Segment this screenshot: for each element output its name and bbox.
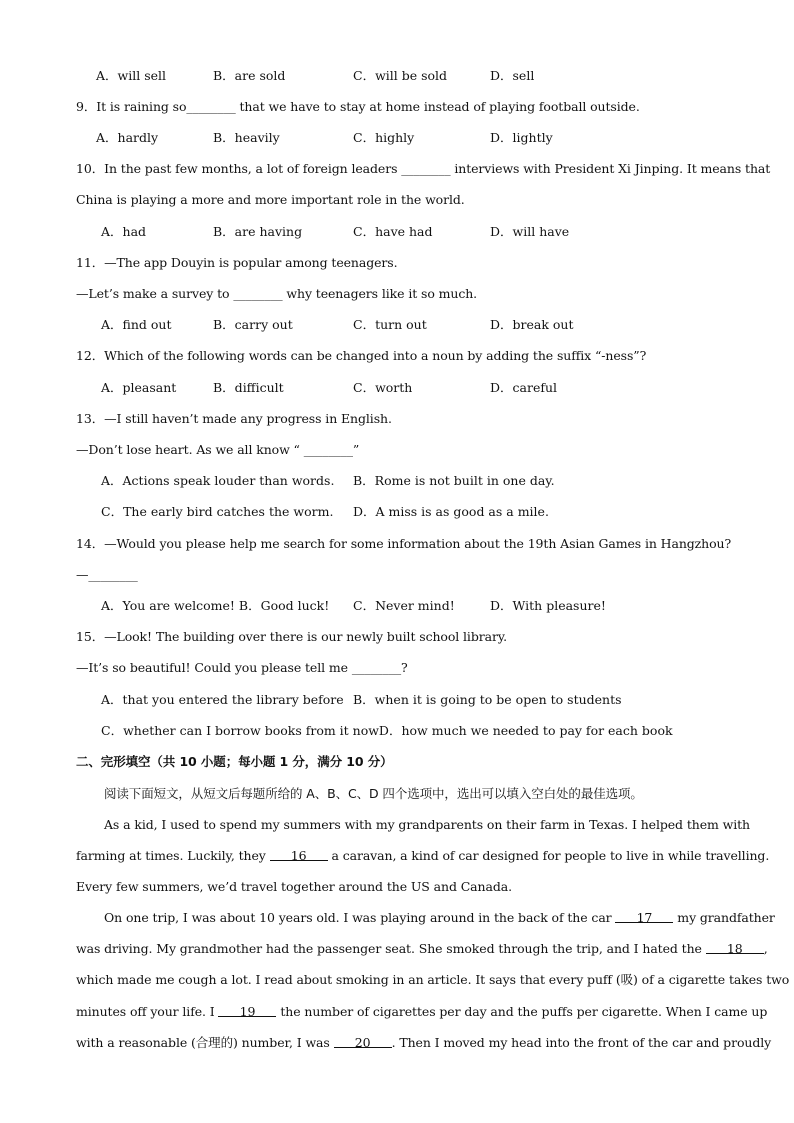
q10-blank: ________: [401, 161, 451, 176]
q13-stem-line2: [76, 442, 359, 458]
q10-option-a: A．had: [101, 224, 147, 239]
q15-option-b: B．when it is going to be open to students: [353, 692, 622, 707]
q12-option-b: B．difficult: [213, 380, 284, 395]
passage-p1-line3: Every few summers, we’d travel together around the US and Canada.: [76, 879, 512, 894]
q13-option-a: A．Actions speak louder than words.: [101, 473, 335, 488]
q14-option-c: C．Never mind!: [353, 598, 455, 613]
q8-option-b: B．are sold: [213, 68, 286, 83]
q11-stem-pre: —Let’s make a survey to: [76, 286, 234, 301]
passage-text: my grandfather: [673, 910, 775, 925]
passage-text: with a reasonable (合理的) number, I was: [76, 1035, 334, 1050]
q11-stem: 11．—The app Douyin is popular among teenagers.: [76, 255, 398, 270]
passage-text: minutes off your life. I: [76, 1004, 219, 1019]
passage-text: ,: [763, 941, 768, 956]
q10-stem-pre: 10．In the past few months, a lot of foreign leaders: [76, 161, 402, 176]
q10-stem-line2: China is playing a more and more important role in the world.: [76, 192, 465, 207]
q13-option-d: D．A miss is as good as a mile.: [353, 504, 549, 519]
passage-p2-line1: [104, 910, 775, 926]
passage-p1-line1: As a kid, I used to spend my summers with my grandparents on their farm in Texas. I helped them with: [104, 817, 750, 832]
q15-option-a: A．that you entered the library before: [101, 692, 344, 707]
q11-option-c: C．turn out: [353, 317, 427, 332]
q8-option-a: A．will sell: [96, 68, 167, 83]
q10-stem-post: interviews with President Xi Jinping. It means that: [450, 161, 771, 176]
passage-p2-line3: which made me cough a lot. I read about smoking in an article. It says that every puff (吸) of a cigarette takes two: [76, 972, 790, 987]
q11-stem-post: why teenagers like it so much.: [282, 286, 478, 301]
q15-stem: 15．—Look! The building over there is our newly built school library.: [76, 629, 508, 644]
q11-stem-line2: [76, 286, 477, 302]
q9-stem-pre: 9．It is raining so: [76, 99, 187, 114]
q15-stem-pre: —It’s so beautiful! Could you please tell me: [76, 660, 352, 675]
blank-18: 18: [706, 941, 764, 954]
q13-stem-pre: —Don’t lose heart. As we all know “: [76, 442, 304, 457]
q8-option-d: D．sell: [490, 68, 535, 83]
q15-blank: ________: [351, 660, 402, 675]
passage-text: a caravan, a kind of car designed for people to live in while travelling.: [327, 848, 770, 863]
q14-stem: 14．—Would you please help me search for some information about the 19th Asian Games in Hangzhou?: [76, 536, 732, 551]
q14-blank: ________: [88, 567, 138, 582]
q14-stem-pre: —: [76, 567, 89, 582]
q9-option-c: C．highly: [353, 130, 415, 145]
q9-option-b: B．heavily: [213, 130, 280, 145]
q9-stem: [76, 99, 640, 115]
q11-option-a: A．find out: [101, 317, 172, 332]
blank-17: 17: [615, 910, 673, 923]
q14-stem-line2: [76, 567, 138, 583]
q14-option-d: D．With pleasure!: [490, 598, 606, 613]
q15-option-c-d: C．whether can I borrow books from it nowD．how much we needed to pay for each book: [101, 723, 673, 738]
passage-text: On one trip, I was about 10 years old. I was playing around in the back of the car: [104, 910, 616, 925]
q12-option-d: D．careful: [490, 380, 558, 395]
passage-text: the number of cigarettes per day and the puffs per cigarette. When I came up: [276, 1004, 768, 1019]
q12-stem: 12．Which of the following words can be changed into a noun by adding the suffix “-ness”?: [76, 348, 647, 363]
passage-p1-line2: [76, 848, 769, 864]
q13-stem: 13．—I still haven’t made any progress in English.: [76, 411, 392, 426]
passage-p2-line5: [76, 1035, 771, 1051]
blank-19: 19: [218, 1004, 276, 1017]
passage-text: was driving. My grandmother had the passenger seat. She smoked through the trip, and I hated the: [76, 941, 706, 956]
passage-p2-line4: [76, 1004, 767, 1020]
q10-option-d: D．will have: [490, 224, 570, 239]
q13-option-b: B．Rome is not built in one day.: [353, 473, 555, 488]
q10-stem: [76, 161, 770, 177]
q11-blank: ________: [233, 286, 283, 301]
q9-option-a: A．hardly: [96, 130, 159, 145]
q13-stem-post: ”: [352, 442, 360, 457]
passage-text: farming at times. Luckily, they: [76, 848, 270, 863]
q15-stem-line2: [76, 660, 408, 676]
q11-option-b: B．carry out: [213, 317, 293, 332]
q9-blank: ________: [186, 99, 236, 114]
q8-option-c: C．will be sold: [353, 68, 448, 83]
q13-blank: ________: [303, 442, 353, 457]
q12-option-a: A．pleasant: [101, 380, 177, 395]
q11-option-d: D．break out: [490, 317, 574, 332]
q10-option-c: C．have had: [353, 224, 433, 239]
q13-option-c: C．The early bird catches the worm.: [101, 504, 334, 519]
passage-text: . Then I moved my head into the front of the car and proudly: [391, 1035, 772, 1050]
blank-20: 20: [334, 1035, 392, 1048]
q9-option-d: D．lightly: [490, 130, 553, 145]
passage-p2-line2: [76, 941, 768, 957]
q15-stem-post: ?: [401, 660, 408, 675]
section-heading: 二、完形填空（共 10 小题；每小题 1 分，满分 10 分）: [76, 754, 393, 769]
q10-option-b: B．are having: [213, 224, 303, 239]
q12-option-c: C．worth: [353, 380, 413, 395]
q14-option-a-b: A．You are welcome! B．Good luck!: [101, 598, 330, 613]
section-instruction: 阅读下面短文，从短文后每题所给的 A、B、C、D 四个选项中，选出可以填入空白处的最佳选项。: [104, 786, 643, 801]
q9-stem-post: that we have to stay at home instead of playing football outside.: [235, 99, 640, 114]
blank-16: 16: [270, 848, 328, 861]
